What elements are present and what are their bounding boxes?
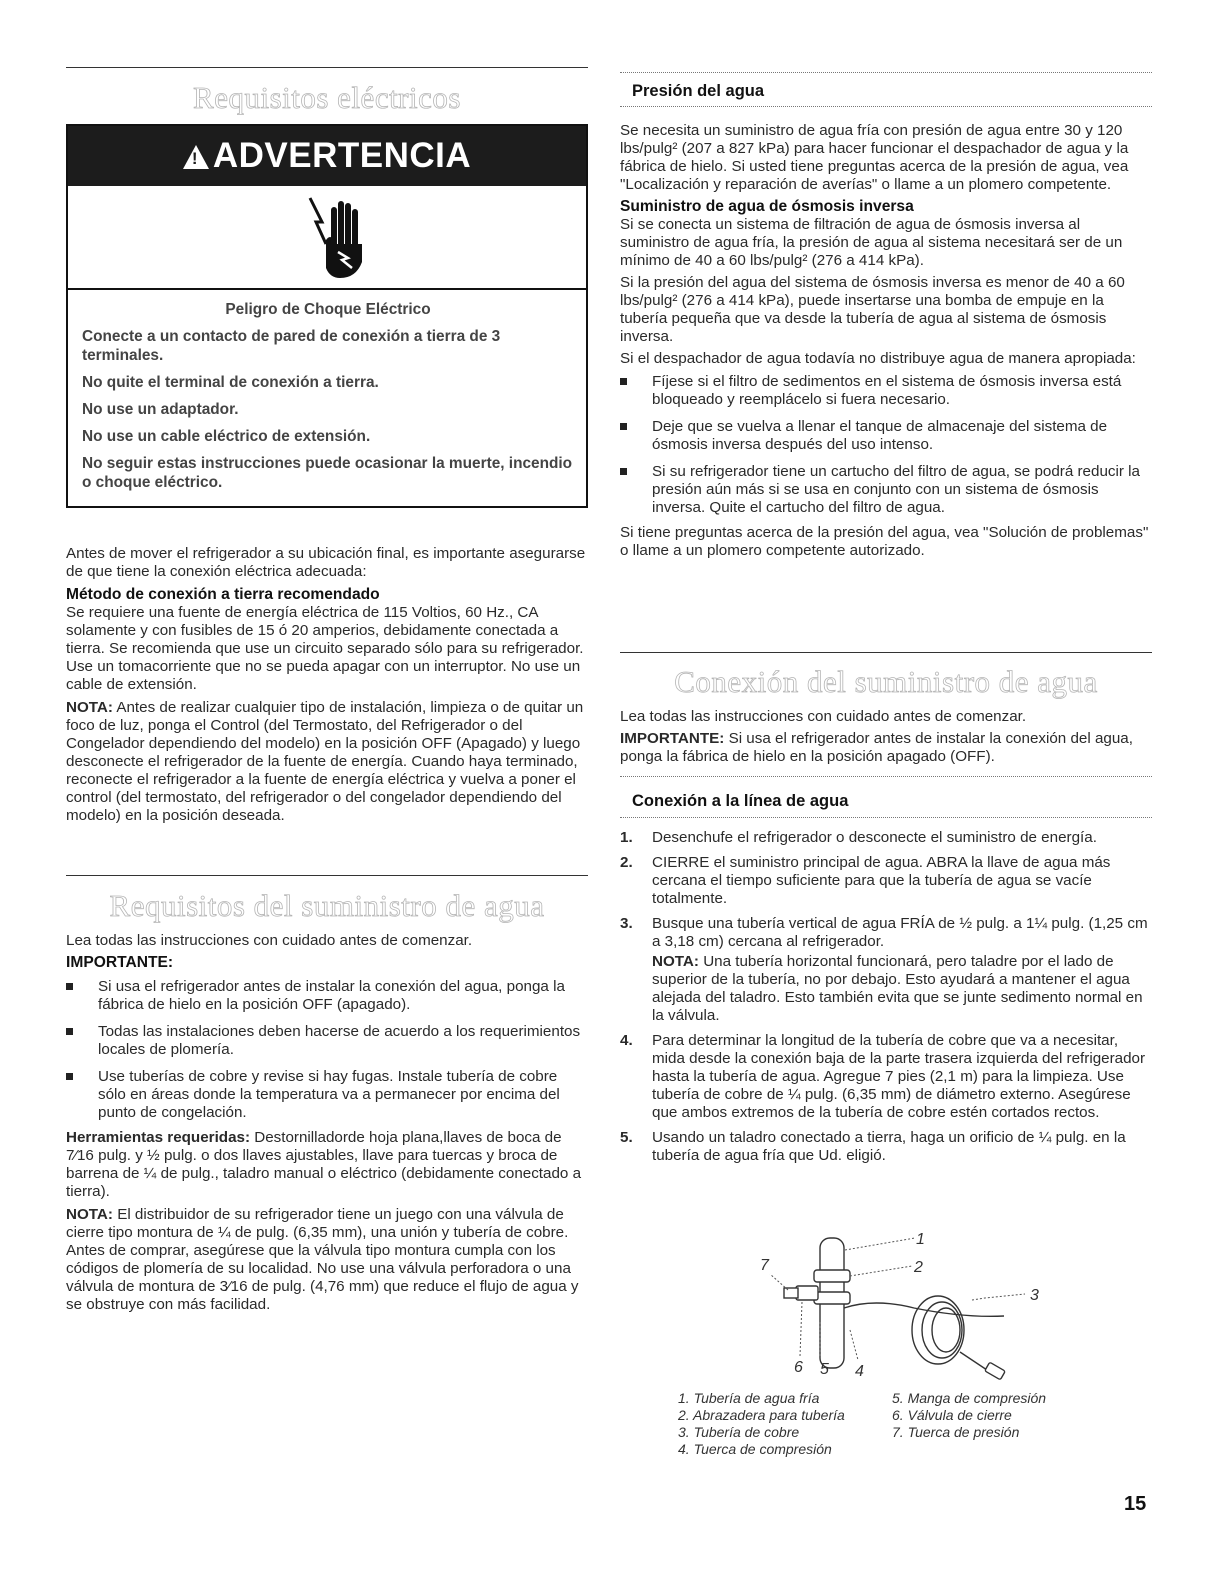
step-text: Usando un taladro conectado a tierra, haga un orificio de ¼ pulg. en la tubería de agua fría que Ud. eligió.	[652, 1129, 1126, 1164]
pressure-heading: Presión del agua	[632, 82, 765, 100]
ro-list	[620, 373, 1152, 517]
pressure-text: Se necesita un suministro de agua fría con presión de agua entre 30 y 120 lbs/pulg² (207 a 827 kPa) para hacer funcionar el despachador de agua y la fábrica de hielo. Si usted tiene preguntas acerca de la presión de agua, vea "Localización y reparación de averías" o llame a un plomero competente.	[620, 122, 1129, 193]
line-bottom-rule	[620, 817, 1152, 818]
page-number: 15	[1124, 1493, 1147, 1515]
callout-7: 7	[760, 1257, 769, 1274]
mid-rule	[66, 875, 588, 876]
pressure-text-block	[620, 122, 1152, 560]
callout-2: 2	[914, 1259, 923, 1276]
ro-item-3: Si su refrigerador tiene un cartucho del filtro de agua, se podrá reducir la presión aún más si se usa en conjunto con un sistema de ósmosis inversa. Quite el cartucho del filtro de agua.	[620, 463, 1152, 517]
legend-item: 7. Tuerca de presión	[892, 1424, 1020, 1440]
line-heading: Conexión a la línea de agua	[632, 792, 849, 810]
legend-item: 6. Válvula de cierre	[892, 1407, 1012, 1423]
callout-4: 4	[855, 1363, 864, 1380]
warning-line-4: No use un cable eléctrico de extensión.	[82, 428, 371, 445]
ro-paragraph-4: Si tiene preguntas acerca de la presión del agua, vea "Solución de problemas" o llame a un plomero competente autorizado.	[620, 524, 1149, 559]
legend-item: 2. Abrazadera para tubería	[678, 1407, 845, 1423]
note2-label: NOTA:	[66, 1206, 113, 1223]
ro-heading: Suministro de agua de ósmosis inversa	[620, 198, 914, 215]
connection-intro: Lea todas las instrucciones con cuidado antes de comenzar.	[620, 708, 1027, 725]
steps-block	[620, 829, 1152, 1172]
electrical-text	[66, 545, 588, 825]
connection-important-text: Si usa el refrigerador antes de instalar la conexión del agua, ponga la fábrica de hielo en la posición apagado (OFF).	[620, 730, 1133, 765]
tools-label: Herramientas requeridas:	[66, 1129, 251, 1146]
step-text: CIERRE el suministro principal de agua. ABRA la llave de agua más cercana el tiempo suficiente para que la tubería de agua se vacíe totalmente.	[652, 854, 1111, 907]
connection-text	[620, 708, 1152, 766]
warning-hazard: Peligro de Choque Eléctrico	[225, 301, 431, 318]
warning-header	[68, 126, 586, 186]
electric-shock-hand-icon	[304, 192, 374, 282]
note-paragraph	[66, 699, 588, 825]
ro-paragraph-3: Si el despachador de agua todavía no distribuye agua de manera apropiada:	[620, 350, 1136, 367]
warning-box	[66, 124, 588, 508]
warning-icon-area	[68, 186, 586, 290]
line-top-rule	[620, 776, 1152, 777]
callout-3: 3	[1030, 1287, 1039, 1304]
warning-line-1: Conecte a un contacto de pared de conexión a tierra de 3 terminales.	[82, 328, 501, 364]
ro-paragraph-1: Si se conecta un sistema de filtración de agua de ósmosis inversa al suministro de agua fría, la presión de agua al sistema necesitará ser de un mínimo de 40 a 60 lbs/pulg² (276 a 414 kPa).	[620, 216, 1123, 269]
step-text: Desenchufe el refrigerador o desconecte el suministro de energía.	[652, 829, 1097, 846]
callout-5: 5	[820, 1361, 829, 1378]
step-5	[620, 1129, 1152, 1165]
note2-paragraph	[66, 1206, 588, 1314]
step3-note	[652, 953, 1152, 1025]
important-heading: IMPORTANTE:	[66, 954, 174, 971]
step3-note-text: Una tubería horizontal funcionará, pero taladre por el lado de superior de la tubería, no por debajo. Esto ayudará a mantener el agua alejada del taladro. Esto también evita que se junte sedimento normal en la válvula.	[652, 953, 1143, 1024]
step-3	[620, 915, 1152, 1025]
step-number: 5.	[620, 1129, 633, 1146]
warning-header-text: ADVERTENCIA	[212, 136, 472, 175]
tools-text: Destornilladorde hoja plana,llaves de boca de 7⁄16 pulg. y ½ pulg. o dos llaves ajustables, llave para tuercas y broca de barrena de ¼ de pulg., taladro manual o eléctrico (debidamente conectado a tierra).	[66, 1129, 582, 1200]
note-text: Antes de realizar cualquier tipo de instalación, limpieza o de quitar un foco de luz, ponga el Control (del Termostato, del Refrigerador o del Congelador dependiendo del modelo) en la posición OFF (Apagado) y luego desconecte el refrigerador de la fuente de energía. Cuando haya terminado, reconecte el refrigerador a la fuente de energía eléctrica y vuelva a poner el control (del termostato, del refrigerador o del congelador dependiendo del modelo) en la posición deseada.	[66, 699, 584, 824]
important-item-1: Si usa el refrigerador antes de instalar la conexión del agua, ponga la fábrica de hielo en la posición OFF (apagado).	[66, 978, 588, 1014]
legend-left	[678, 1390, 878, 1458]
step-text: Busque una tubería vertical de agua FRÍA de ½ pulg. a 1¼ pulg. (1,25 cm a 3,18 cm) cercana al refrigerador.	[652, 915, 1148, 950]
warning-line-2: No quite el terminal de conexión a tierra.	[82, 374, 379, 391]
warning-line-5: No seguir estas instrucciones puede ocasionar la muerte, incendio o choque eléctrico.	[82, 455, 573, 491]
legend-item: 1. Tubería de agua fría	[678, 1390, 820, 1406]
ro-item-1: Fíjese si el filtro de sedimentos en el sistema de ósmosis inversa está bloqueado y reemplácelo si fuera necesario.	[620, 373, 1152, 409]
ro-item-2: Deje que se vuelva a llenar el tanque de almacenaje del sistema de ósmosis inversa después del uso intenso.	[620, 418, 1152, 454]
ground-heading: Método de conexión a tierra recomendado	[66, 586, 380, 603]
note2-text: El distribuidor de su refrigerador tiene un juego con una válvula de cierre tipo montura de ¼ de pulg. (6,35 mm), una unión y tubería de cobre. Antes de comprar, asegúrese que la válvula tipo montura cumpla con los códigos de plomería de su localidad. No use una válvula perforadora o una válvula de montura de 3⁄16 de pulg. (4,76 mm) que reduce el flujo de agua y se obstruye con más facilidad.	[66, 1206, 579, 1313]
steps-list	[620, 829, 1152, 1165]
connection-important	[620, 730, 1152, 766]
water-req-text	[66, 932, 588, 1314]
step-1	[620, 829, 1152, 847]
warning-triangle-icon: !	[183, 145, 209, 169]
callout-1: 1	[916, 1231, 925, 1248]
step-2	[620, 854, 1152, 908]
important-list	[66, 978, 588, 1122]
connection-important-label: IMPORTANTE:	[620, 730, 725, 747]
note-label: NOTA:	[66, 699, 113, 716]
top-rule	[66, 67, 588, 68]
water-valve-diagram	[680, 1230, 1100, 1380]
legend-item: 5. Manga de compresión	[892, 1390, 1047, 1406]
electrical-title: Requisitos eléctricos	[193, 80, 461, 115]
tools-paragraph	[66, 1129, 588, 1201]
pressure-bottom-rule	[620, 106, 1152, 107]
callout-6: 6	[794, 1359, 803, 1376]
legend-item: 3. Tubería de cobre	[678, 1424, 800, 1440]
pressure-top-rule	[620, 72, 1152, 73]
important-item-3: Use tuberías de cobre y revise si hay fugas. Instale tubería de cobre sólo en áreas donde la temperatura va a permanecer por encima del punto de congelación.	[66, 1068, 588, 1122]
water-title: Requisitos del suministro de agua	[109, 888, 545, 923]
step-number: 4.	[620, 1032, 633, 1049]
connection-rule	[620, 652, 1152, 653]
ro-paragraph-2: Si la presión del agua del sistema de ósmosis inversa es menor de 40 a 60 lbs/pulg² (276 a 414 kPa), puede insertarse una bomba de empuje en la tubería pequeña que va desde la tubería de agua al sistema de ósmosis inversa.	[620, 274, 1125, 345]
step-4	[620, 1032, 1152, 1122]
ground-text: Se requiere una fuente de energía eléctrica de 115 Voltios, 60 Hz., CA solamente y con fusibles de 15 ó 20 amperios, debidamente conectada a tierra. Se recomienda que use un circuito separado sólo para su refrigerador. Use un tomacorriente que no se pueda apagar con un interruptor. No use un cable de extensión.	[66, 604, 584, 693]
step-number: 3.	[620, 915, 633, 932]
connection-title: Conexión del suministro de agua	[674, 664, 1098, 699]
pipe-illustration	[784, 1238, 1005, 1380]
warning-line-3: No use un adaptador.	[82, 401, 239, 418]
step3-note-label: NOTA:	[652, 953, 699, 970]
step-text: Para determinar la longitud de la tubería de cobre que va a necesitar, mida desde la conexión baja de la parte trasera izquierda del refrigerador hasta la tubería de agua. Agregue 7 pies (2,1 m) para la limpieza. Use tubería de cobre de ¼ pulg. (6,35 mm) de diámetro externo. Asegúrese que ambos extremos de la tubería de cobre estén cortados rectos.	[652, 1032, 1146, 1121]
water-intro: Lea todas las instrucciones con cuidado antes de comenzar.	[66, 932, 473, 949]
step-number: 1.	[620, 829, 633, 846]
electrical-intro: Antes de mover el refrigerador a su ubicación final, es importante asegurarse de que tiene la conexión eléctrica adecuada:	[66, 545, 586, 580]
legend-right	[892, 1390, 1092, 1441]
warning-body	[68, 290, 586, 506]
step-number: 2.	[620, 854, 633, 871]
legend-item: 4. Tuerca de compresión	[678, 1441, 832, 1457]
important-item-2: Todas las instalaciones deben hacerse de acuerdo a los requerimientos locales de plomería.	[66, 1023, 588, 1059]
